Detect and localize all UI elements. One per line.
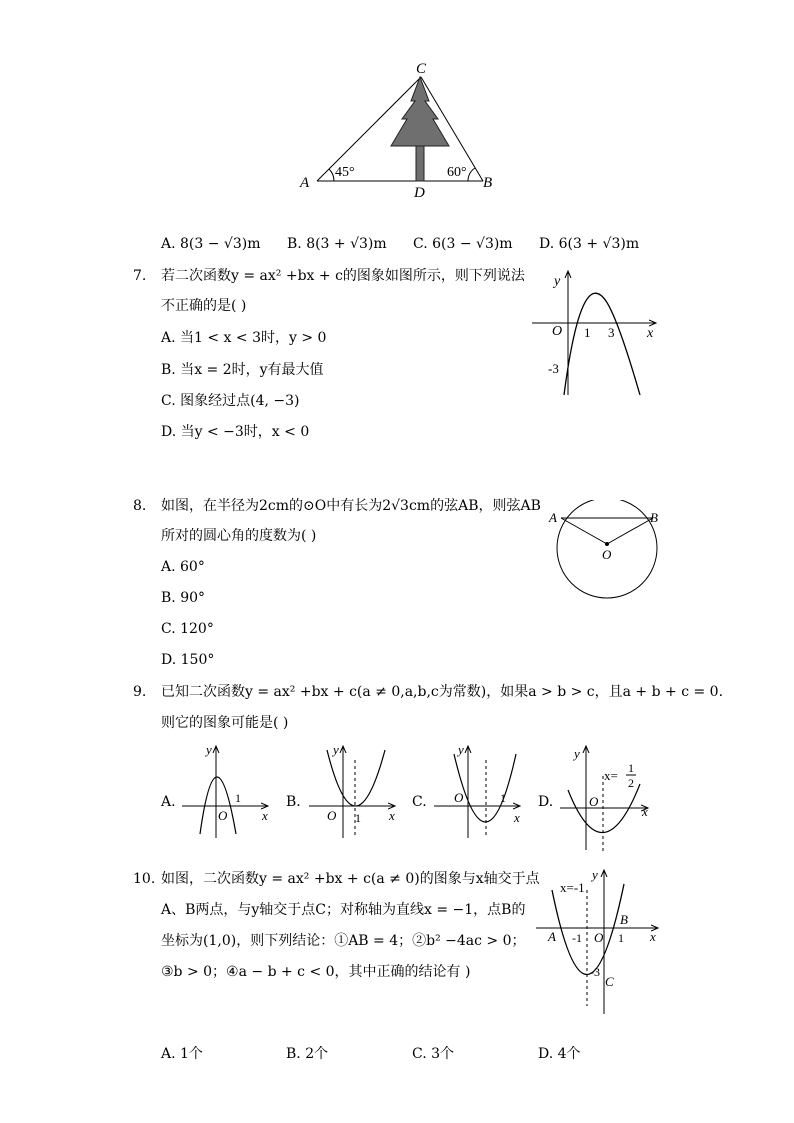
q8-label-b: B (650, 510, 658, 525)
q9-option-d[interactable]: D. (538, 794, 554, 810)
q10-parabola-figure (532, 866, 666, 1018)
q6-option-d[interactable]: D. 6(3 + √3)m (539, 236, 640, 252)
q10-number: 10. (133, 871, 156, 887)
q10-option-b[interactable]: B. 2个 (286, 1046, 329, 1062)
q7-option-c[interactable]: C. 图象经过点(4, −3) (161, 393, 300, 409)
q10-x-label: x (650, 929, 656, 944)
tree-trunk (416, 143, 424, 181)
q10-origin: O (594, 930, 604, 945)
q8-label-o: O (602, 547, 612, 562)
label-c: C (416, 61, 427, 77)
q10-option-d[interactable]: D. 4个 (538, 1046, 581, 1062)
q9a-x-label: x (262, 808, 268, 823)
q9c-x-label: x (514, 810, 520, 825)
q9d-axis-label: x= (604, 768, 618, 783)
q9b-x-label: x (389, 808, 395, 823)
q7-option-b[interactable]: B. 当x = 2时，y有最大值 (161, 362, 324, 378)
q10-label-c: C (605, 974, 614, 989)
q8-center-dot (605, 542, 609, 546)
q10-stem-line4: ③b > 0；④a − b + c < 0，其中正确的结论有 ) (161, 964, 471, 980)
q8-option-b[interactable]: B. 90° (161, 590, 206, 606)
q10-option-c[interactable]: C. 3个 (412, 1046, 455, 1062)
q10-tick-neg1: -1 (572, 931, 582, 945)
q8-label-a: A (549, 510, 557, 525)
q7-number: 7. (133, 268, 147, 284)
angle-arc-a (329, 169, 334, 181)
label-a: A (300, 175, 310, 191)
q8-circle-figure (544, 500, 670, 600)
q7-x-label: x (647, 326, 654, 341)
q10-tick-1: 1 (618, 931, 624, 945)
q9c-tick-1: 1 (500, 791, 506, 805)
q6-option-c[interactable]: C. 6(3 − √3)m (413, 236, 513, 252)
q6-option-b[interactable]: B. 8(3 + √3)m (287, 236, 387, 252)
q9-stem-line1: 已知二次函数y = ax² +bx + c(a ≠ 0,a,b,c为常数)，如果a > b > c，且a + b + c = 0. (161, 684, 724, 700)
label-d: D (414, 185, 425, 201)
q10-y-label: y (592, 867, 598, 882)
q9b-y-label: y (333, 742, 339, 757)
tree-crown (391, 77, 449, 146)
q9c-y-label: y (458, 742, 464, 757)
q8-stem-line1: 如图，在半径为2cm的⊙O中有长为2√3cm的弦AB，则弦AB (161, 498, 541, 514)
q9-number: 9. (133, 684, 147, 700)
q9d-frac-den: 2 (628, 776, 634, 790)
q9-graph-b (305, 740, 403, 840)
q10-label-b: B (620, 912, 628, 927)
q10-option-a[interactable]: A. 1个 (161, 1046, 203, 1062)
q7-parabola-curve (564, 293, 640, 395)
q10-stem-line2: A、B两点，与y轴交于点C；对称轴为直线x = −1，点B的 (161, 902, 526, 918)
q9c-parabola (454, 754, 516, 822)
q8-option-a[interactable]: A. 60° (161, 559, 205, 575)
q8-option-c[interactable]: C. 120° (161, 621, 214, 637)
q8-radius-ob (607, 518, 653, 544)
q9d-origin: O (589, 794, 599, 809)
q9a-tick-1: 1 (235, 791, 241, 805)
q10-stem-line1: 如图，二次函数y = ax² +bx + c(a ≠ 0)的图象与x轴交于点 (161, 871, 540, 887)
q9b-parabola (327, 750, 385, 806)
q10-parabola (552, 884, 624, 975)
tree-triangle-figure (290, 55, 510, 205)
q7-tick-3: 3 (608, 325, 615, 340)
q8-number: 8. (133, 498, 147, 514)
q10-tick-neg3: -3 (590, 965, 600, 979)
q9-graph-a (178, 740, 276, 840)
q7-tick-neg3: -3 (548, 361, 559, 376)
q7-parabola-graph (528, 265, 664, 400)
q9c-origin: O (454, 790, 464, 805)
q8-stem-line2: 所对的圆心角的度数为( ) (161, 528, 317, 544)
q9d-x-label: x (642, 804, 648, 819)
q9b-tick-1: 1 (355, 811, 361, 825)
q10-axis-label: x=-1 (560, 880, 585, 895)
q10-label-a: A (548, 929, 556, 944)
q8-radius-oa (561, 518, 607, 544)
q9a-y-label: y (206, 742, 212, 757)
q9b-origin: O (327, 808, 337, 823)
q9a-origin: O (218, 808, 228, 823)
q7-stem-line1: 若二次函数y = ax² +bx + c的图象如图所示，则下列说法 (161, 268, 525, 284)
q9d-frac-num: 1 (628, 761, 634, 775)
angle-arc-b (468, 168, 475, 181)
q7-tick-1: 1 (584, 325, 591, 340)
q7-stem-line2: 不正确的是( ) (161, 298, 247, 314)
angle-b-label: 60° (447, 165, 467, 180)
q9-stem-line2: 则它的图象可能是( ) (161, 715, 289, 731)
q9-graph-c (430, 740, 528, 840)
angle-a-label: 45° (335, 165, 355, 180)
q9-graph-d (556, 740, 654, 855)
label-b: B (483, 175, 493, 191)
q7-y-label: y (554, 274, 561, 289)
q9-option-b[interactable]: B. (286, 794, 301, 810)
q9-option-c[interactable]: C. (412, 794, 427, 810)
q7-option-d[interactable]: D. 当y < −3时，x < 0 (161, 424, 310, 440)
q6-option-a[interactable]: A. 8(3 − √3)m (161, 236, 261, 252)
q9-option-a[interactable]: A. (161, 794, 176, 810)
q10-stem-line3: 坐标为(1,0)，则下列结论：①AB = 4；②b² −4ac > 0； (161, 933, 526, 949)
q8-option-d[interactable]: D. 150° (161, 652, 215, 668)
q7-option-a[interactable]: A. 当1 < x < 3时，y > 0 (161, 330, 327, 346)
q7-origin-label: O (552, 324, 563, 339)
q9d-y-label: y (574, 746, 580, 761)
